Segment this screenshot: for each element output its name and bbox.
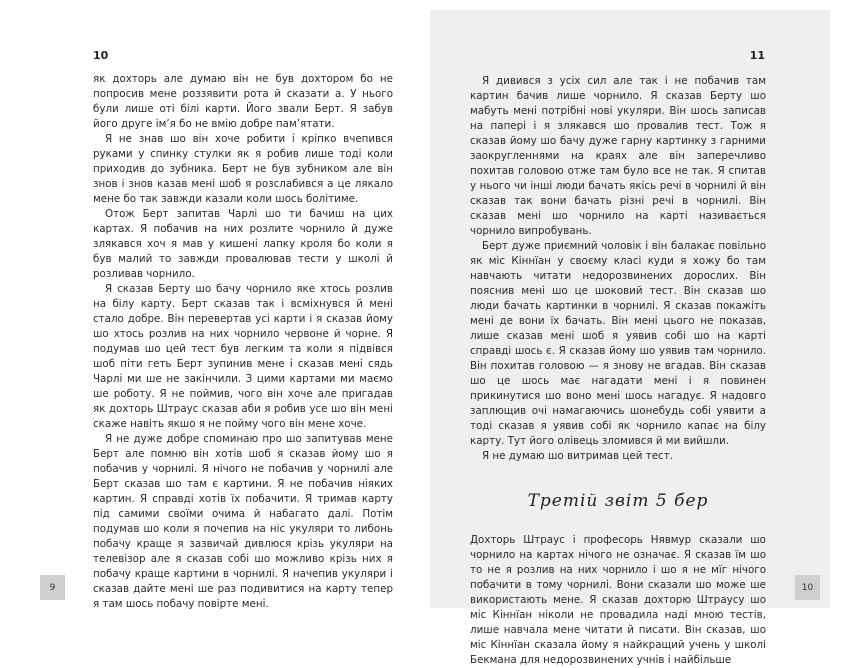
- right-page: [430, 10, 830, 666]
- right-page-number: 11: [749, 49, 765, 62]
- left-corner-page-tab: 9: [40, 575, 65, 600]
- paragraph: Дохторь Штраус і професорь Нявмур сказали шо чорнило на картах нічого не означає. Я сказав їм шо то не я розлив на них чорнило і шо я не мїг нічого побачити в тому чорнилі. Вони сказали шо може ше використають мене. Я сказав дохторю Штраусу шо міс Кіннїан ніколи не провадила наді мною тестів, лише навчала мене читати й писати. Він сказав, шо міс Кіннїан сказала йому я найкращий учень у школі Бекмана для недорозвинених учнів і найбільше: [470, 534, 766, 666]
- paragraph: Я не дуже добре споминаю про шо запитував мене Берт але помню він хотів шоб я сказав йому шо я побачив у чорнилі. Я нічого не побачив у чорнилі але Берт сказав шо там є картини. Я не побачив ніяких картин. Я справді хотів їх побачити. Я тримав карту під самими своїми очима й набагато далі. Потім подумав шо коли я почепив на ніс укуляри то либонь побачу краще я зазвичай дивлюся крізь укуляри на телевізор але я сказав собі шо можливо крізь них я побачу краще картини в чорнилі. Я начепив укуляри і сказав дайте мені ше раз подивитися на карту тепер я там шось побачу повірте мені.: [93, 433, 393, 610]
- paragraph: Я не знав шо він хоче робити і кріпко вчепився руками у спинку стулки як я робив лише тоді коли приходив до зубника. Берт не був зубником але він знов і знов казав мені шоб я розслабився а це лякало мене бо так завжди казали коли шось болітиме.: [93, 133, 393, 205]
- right-page-text: [470, 74, 766, 668]
- chapter-heading: Третій звіт 5 бер: [527, 491, 709, 511]
- left-page-number: 10: [93, 49, 109, 62]
- left-page: [0, 0, 430, 649]
- paragraph: Берт дуже приємний чоловік і він балакає повільно як міс Кіннїан у своєму класі куди я хожу бо там навчають читати недорозвинених дорослих. Він пояснив мені шо це шоковий тест. Він сказав шо люди бачать картинки в чорнилі. Я сказав покажіть мені де вони їх бачать. Він мені цього не показав, лише сказав мені шоб я уявив собі шо на карті справді шось є. Я сказав йому шо уявив там чорнило. Він похитав головою — я знову не вгадав. Він сказав шо це шось має нагадати мені і я повинен прикинутися шо воно мені шось нагадує. Я надовго заплющив очі намагаючись шонебудь собі уявити а тоді сказав я уявив собі як чорнило капає на білу карту. Тут його олівець зломився й ми вийшли.: [470, 240, 766, 447]
- paragraph: Отож Берт запитав Чарлі шо ти бачиш на цих картах. Я побачив на них розлите чорнило й дуже злякався хоч я мав у кишені лапку кроля бо коли я був малий то завжди провалював тести у школі й розливав чорнило.: [93, 208, 393, 280]
- paragraph: як дохторь але думаю він не був дохтором бо не попросив мене роззявити рота й сказати а. У нього були лише оті білі карти. Його звали Берт. Я забув його друге імʼя бо не вмію добре памʼятати.: [93, 73, 393, 130]
- paragraph: Я дивився з усіх сил але так і не побачив там картин бачив лише чорнило. Я сказав Берту шо мабуть мені потрібні нові укуляри. Він шось записав на папері і я злякався шо провалив тест. Тож я сказав йому шо бачу дуже гарну картинку з гарними заокругленнями на краях але він заперечливо похитав головою отже там було все не так. Я спитав у нього чи інші люди бачать якісь речі в чорнилі й він сказав так вони бачать різні речі в чорнилі. Він сказав мені шо чорнило на карті називається чорнило випробувань.: [470, 75, 766, 237]
- right-corner-page-tab: 10: [795, 575, 820, 600]
- left-page-text: [93, 72, 393, 612]
- paragraph: Я не думаю шо витримав цей тест.: [482, 450, 673, 462]
- paragraph: Я сказав Берту шо бачу чорнило яке хтось розлив на білу карту. Берт сказав так і всміхнувся й мені стало добре. Він перевертав усі карти і я сказав йому шо хтось розлив на них чорнило червоне й чорне. Я подумав шо цей тест був легким та коли я підвівся шоб піти геть Берт зупинив мене і сказав мені сядь Чарлі ми ше не закінчили. З цими картами ми маємо ше роботу. Я не поймив, чого він хоче але пригадав як дохторь Штраус сказав аби я робив усе шо він мені скаже навіть якшо я не пойму чого він мене хоче.: [93, 283, 393, 430]
